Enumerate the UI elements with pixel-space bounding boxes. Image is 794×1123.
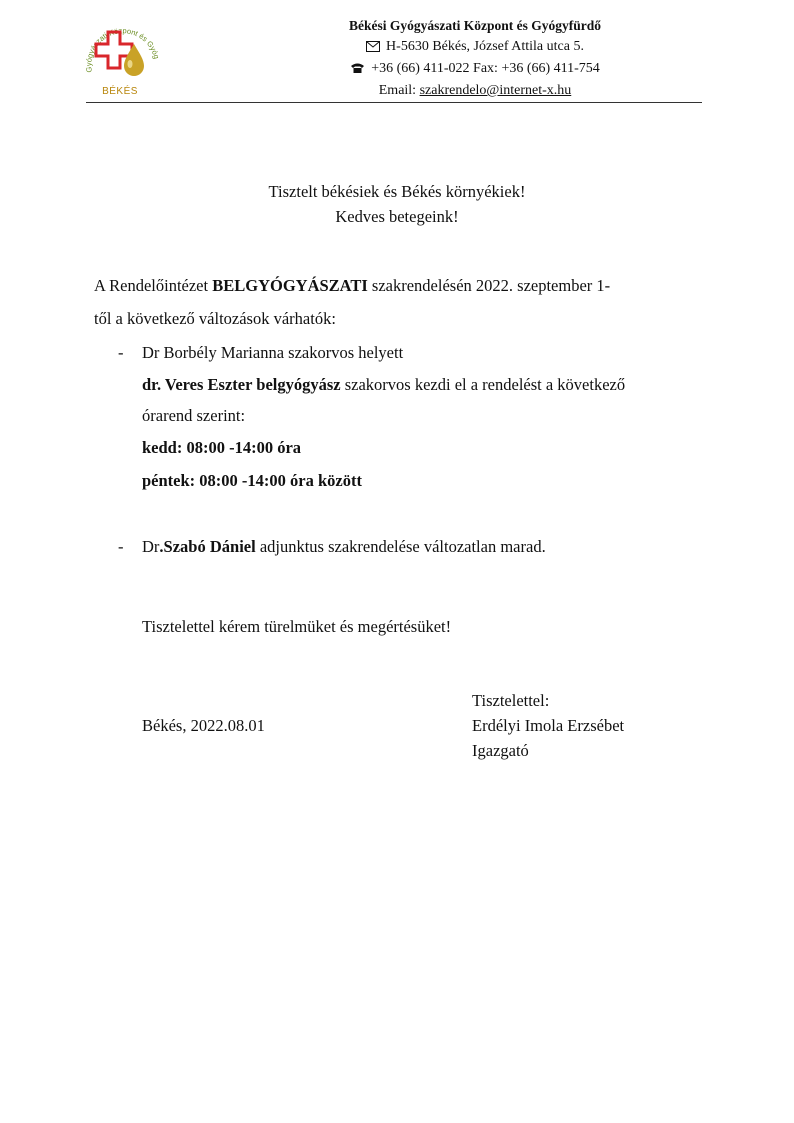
address-text: H-5630 Békés, József Attila utca 5.: [386, 39, 584, 54]
item1-line1: Dr Borbély Marianna szakorvos helyett: [142, 343, 404, 362]
logo-arc-text: Gyógyászati Központ és Gyóg: [84, 26, 162, 73]
item1-doctor: dr. Veres Eszter belgyógyász: [142, 375, 341, 394]
telephone-icon: [350, 61, 365, 80]
item2-line: [142, 535, 546, 559]
intro-part2: szakrendelésén 2022. szeptember 1-: [367, 276, 611, 295]
item2-rest: adjunktus szakrendelése változatlan marad.: [255, 537, 546, 556]
greeting-line1: Tisztelt békésiek és Békés környékiek!: [268, 182, 526, 201]
logo-name: BÉKÉS: [102, 86, 138, 97]
logo: [82, 14, 198, 102]
item1-line2-rest: szakorvos kezdi el a rendelést a következő: [340, 375, 626, 394]
email-line: [240, 81, 710, 100]
gold-drop-icon: [124, 44, 144, 76]
place-date: Békés, 2022.08.01: [142, 716, 265, 735]
item1-dash: -: [118, 343, 124, 362]
intro-dept: BELGYÓGYÁSZATI: [212, 276, 368, 295]
item2-name: .Szabó Dániel: [159, 537, 256, 556]
item1-line2: [142, 373, 625, 397]
header-divider: [86, 102, 702, 103]
item1-line3: órarend szerint:: [142, 406, 246, 425]
signature-title: Igazgató: [472, 741, 529, 760]
email-label: Email:: [378, 83, 417, 98]
org-name: Békési Gyógyászati Központ és Gyógyfürdő: [349, 18, 601, 33]
logo-emblem: [82, 14, 162, 88]
greeting-line2: Kedves betegeink!: [335, 207, 459, 226]
intro-part1: A Rendelőintézet: [94, 276, 213, 295]
email-link[interactable]: szakrendelo@internet-x.hu: [419, 83, 572, 98]
intro-line1: [94, 274, 610, 298]
item2-dash: -: [118, 537, 124, 556]
phone-text: +36 (66) 411-022 Fax: +36 (66) 411-754: [371, 61, 600, 76]
phone-line: [240, 59, 710, 80]
envelope-icon: [366, 39, 380, 58]
address-line: [240, 37, 710, 58]
signature-name: Erdélyi Imola Erzsébet: [472, 716, 625, 735]
schedule-friday: péntek: 08:00 -14:00 óra között: [142, 471, 362, 490]
intro-line2: től a következő változások várhatók:: [94, 309, 336, 328]
schedule-tuesday: kedd: 08:00 -14:00 óra: [142, 438, 302, 457]
item2-prefix: Dr: [142, 537, 160, 556]
closing-text: Tisztelettel kérem türelmüket és megértésüket!: [142, 617, 452, 636]
signature-salutation: Tisztelettel:: [472, 691, 550, 710]
